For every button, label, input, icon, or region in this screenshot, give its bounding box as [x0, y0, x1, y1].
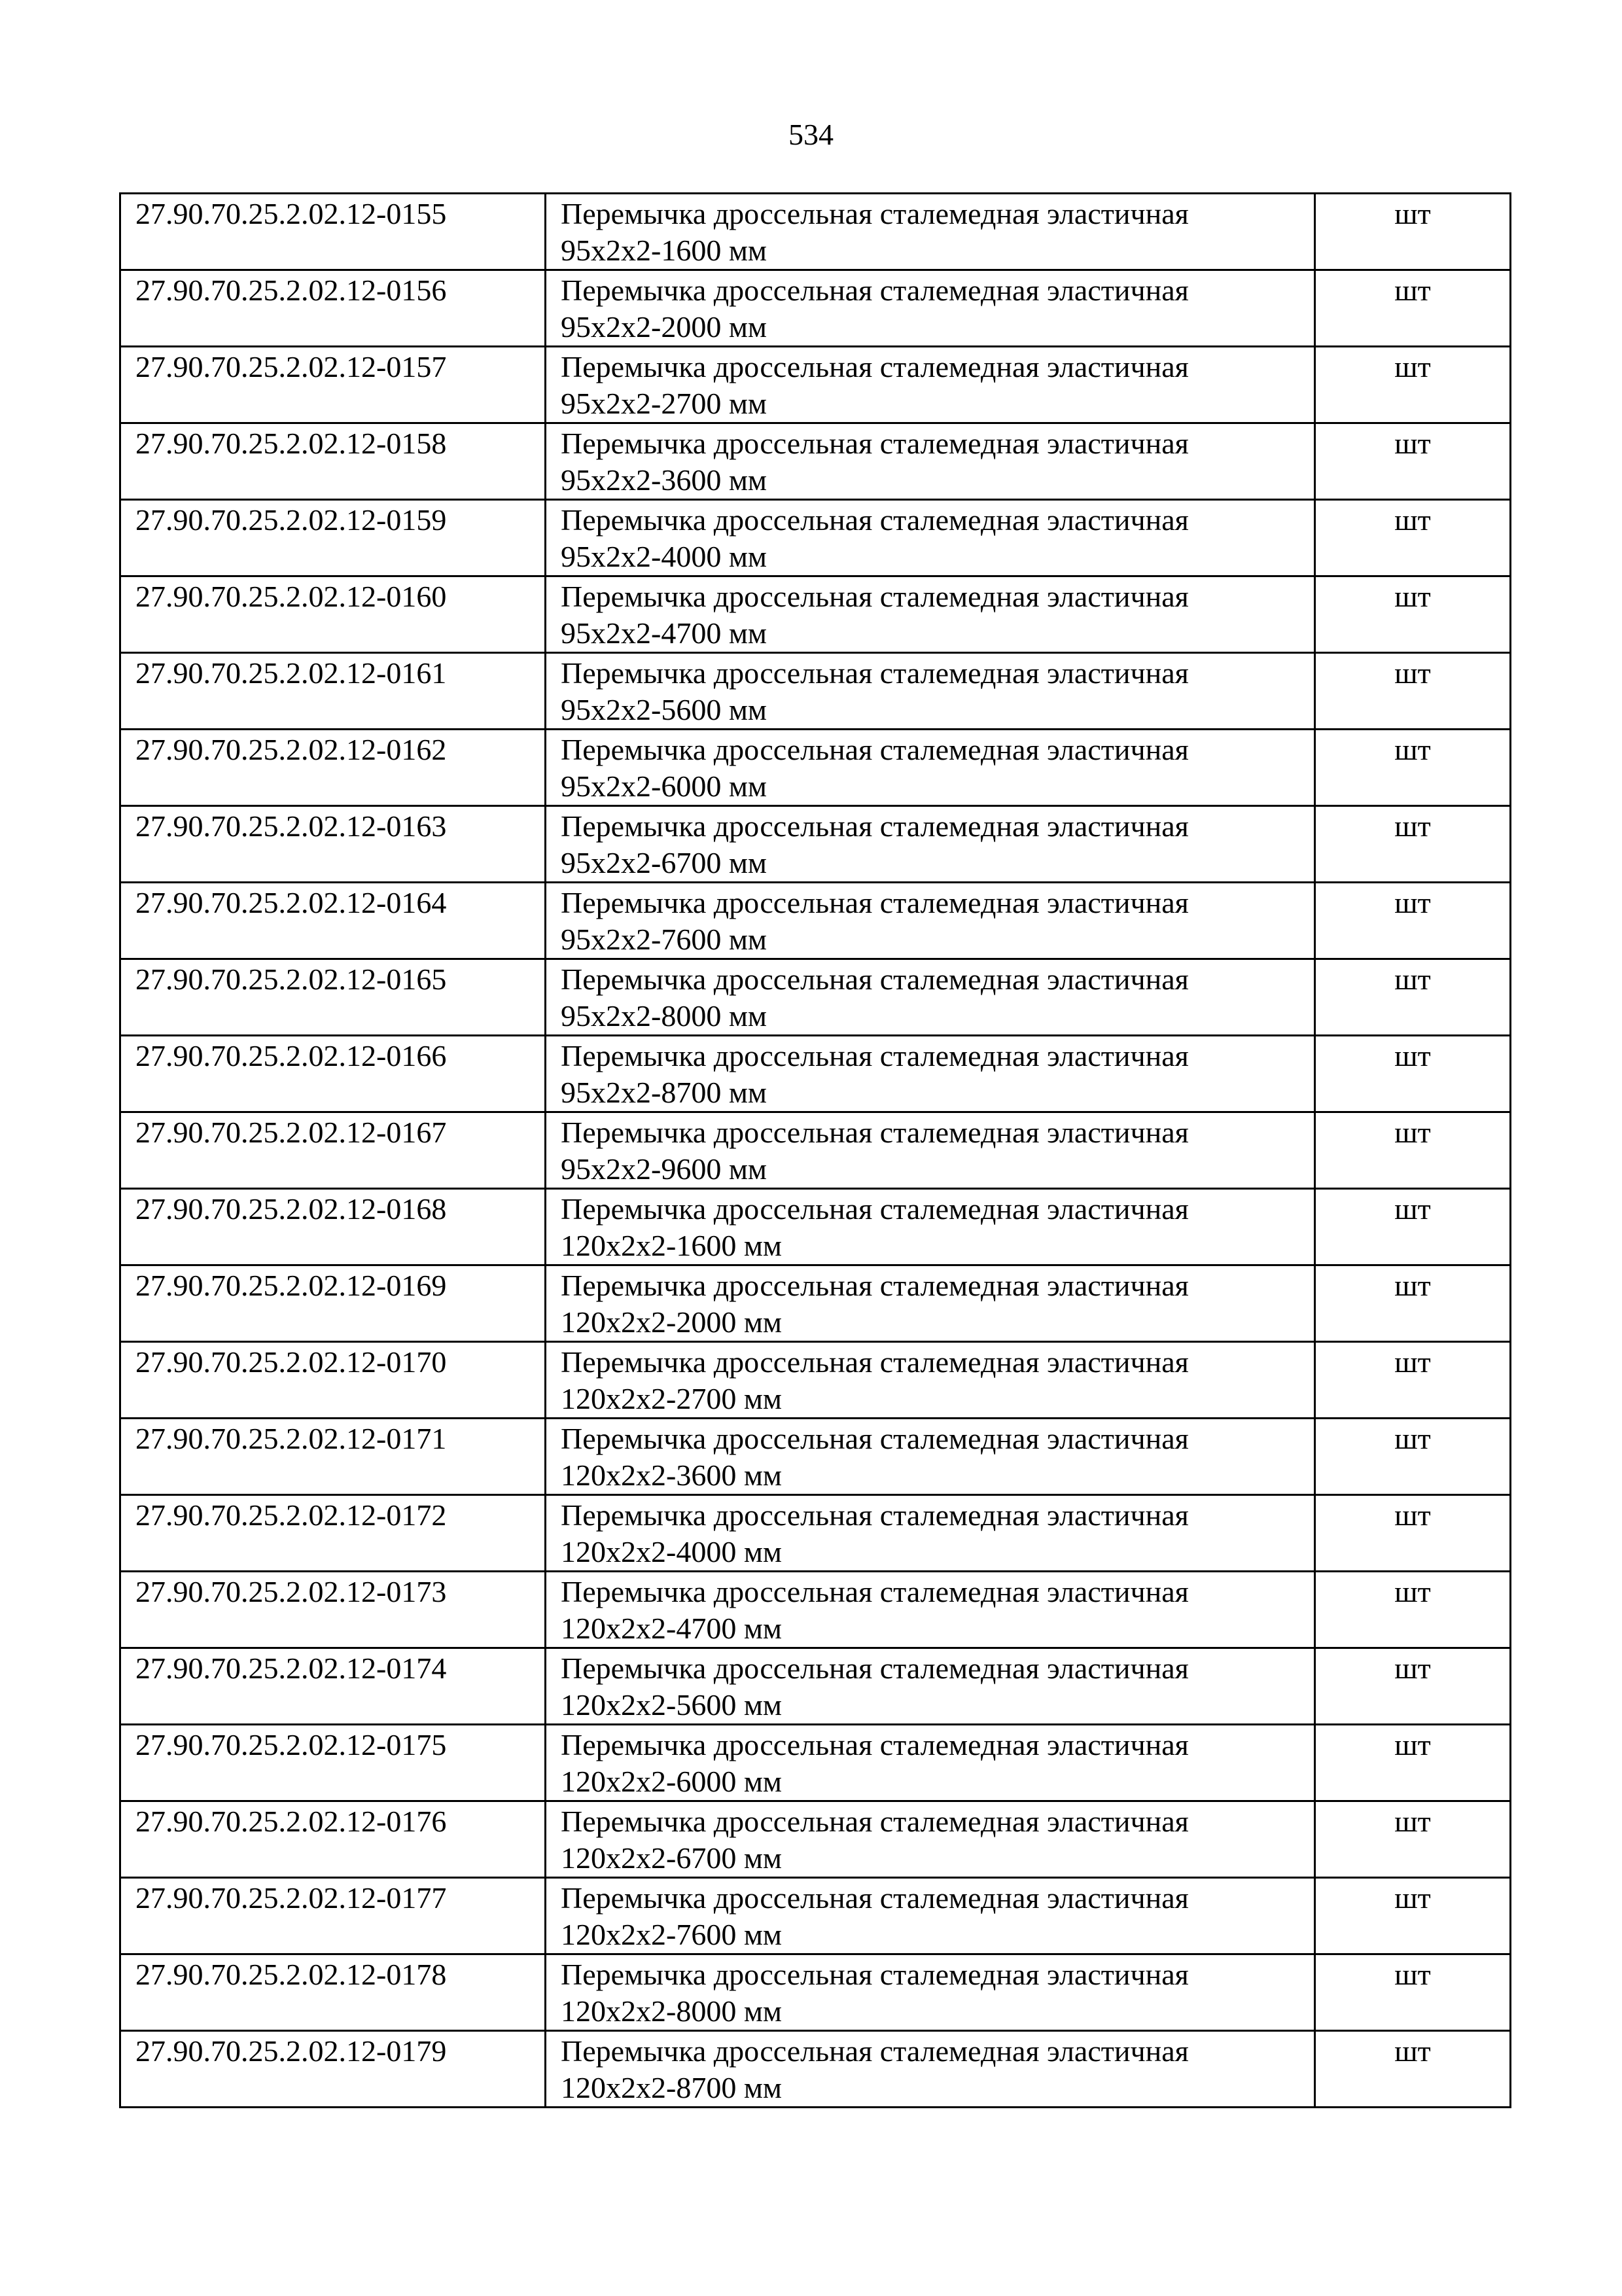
- item-name-cell: [546, 959, 1315, 1036]
- item-name-line-2: 95х2х2-6700 мм: [561, 846, 767, 879]
- item-name-cell: [546, 270, 1315, 347]
- item-code-cell: 27.90.70.25.2.02.12-0157: [120, 347, 546, 423]
- unit-cell: шт: [1315, 1725, 1511, 1801]
- table-row: [120, 1572, 1511, 1648]
- table-row: [120, 806, 1511, 883]
- item-code-cell: 27.90.70.25.2.02.12-0170: [120, 1342, 546, 1419]
- item-name-line-2: 120х2х2-4000 мм: [561, 1535, 783, 1568]
- item-name-cell: [546, 1342, 1315, 1419]
- item-name-line-2: 95х2х2-3600 мм: [561, 463, 767, 497]
- item-name-line-2: 95х2х2-4000 мм: [561, 540, 767, 573]
- item-name-cell: [546, 1954, 1315, 2031]
- item-name-cell: [546, 194, 1315, 270]
- item-name-line-1: Перемычка дроссельная сталемедная эластичная: [561, 274, 1189, 307]
- item-code-cell: 27.90.70.25.2.02.12-0162: [120, 730, 546, 806]
- unit-cell: шт: [1315, 1342, 1511, 1419]
- item-name-line-1: Перемычка дроссельная сталемедная эластичная: [561, 809, 1189, 843]
- item-name-cell: [546, 1495, 1315, 1572]
- item-name-line-2: 120х2х2-3600 мм: [561, 1458, 783, 1492]
- item-code-cell: 27.90.70.25.2.02.12-0168: [120, 1189, 546, 1265]
- item-code-cell: 27.90.70.25.2.02.12-0176: [120, 1801, 546, 1878]
- item-name-cell: [546, 347, 1315, 423]
- table-row: [120, 423, 1511, 500]
- item-name-line-2: 95х2х2-2000 мм: [561, 310, 767, 344]
- item-name-line-1: Перемычка дроссельная сталемедная эластичная: [561, 1345, 1189, 1379]
- item-name-line-1: Перемычка дроссельная сталемедная эластичная: [561, 1651, 1189, 1685]
- item-name-cell: [546, 500, 1315, 576]
- item-name-line-1: Перемычка дроссельная сталемедная эластичная: [561, 2034, 1189, 2068]
- item-code-cell: 27.90.70.25.2.02.12-0175: [120, 1725, 546, 1801]
- item-name-line-2: 95х2х2-1600 мм: [561, 234, 767, 267]
- table-row: [120, 730, 1511, 806]
- item-name-cell: [546, 576, 1315, 653]
- item-name-line-1: Перемычка дроссельная сталемедная эластичная: [561, 580, 1189, 613]
- unit-cell: шт: [1315, 1189, 1511, 1265]
- unit-cell: шт: [1315, 959, 1511, 1036]
- unit-cell: шт: [1315, 2031, 1511, 2108]
- item-name-line-2: 95х2х2-6000 мм: [561, 769, 767, 803]
- item-name-line-1: Перемычка дроссельная сталемедная эластичная: [561, 350, 1189, 383]
- item-name-cell: [546, 1265, 1315, 1342]
- table-row: [120, 1265, 1511, 1342]
- unit-cell: шт: [1315, 653, 1511, 730]
- item-code-cell: 27.90.70.25.2.02.12-0165: [120, 959, 546, 1036]
- item-name-line-2: 95х2х2-4700 мм: [561, 616, 767, 650]
- unit-cell: шт: [1315, 270, 1511, 347]
- item-name-cell: [546, 1189, 1315, 1265]
- item-code-cell: 27.90.70.25.2.02.12-0156: [120, 270, 546, 347]
- table-row: [120, 1342, 1511, 1419]
- unit-cell: шт: [1315, 1265, 1511, 1342]
- item-name-line-2: 95х2х2-8700 мм: [561, 1076, 767, 1109]
- unit-cell: шт: [1315, 1878, 1511, 1954]
- unit-cell: шт: [1315, 1495, 1511, 1572]
- item-name-line-1: Перемычка дроссельная сталемедная эластичная: [561, 656, 1189, 690]
- table-row: [120, 270, 1511, 347]
- item-name-line-1: Перемычка дроссельная сталемедная эластичная: [561, 1881, 1189, 1915]
- item-name-line-1: Перемычка дроссельная сталемедная эластичная: [561, 963, 1189, 996]
- table-row: [120, 883, 1511, 959]
- table-row: [120, 1725, 1511, 1801]
- item-name-cell: [546, 1648, 1315, 1725]
- item-name-line-2: 95х2х2-5600 мм: [561, 693, 767, 726]
- item-code-cell: 27.90.70.25.2.02.12-0163: [120, 806, 546, 883]
- table-body: [120, 194, 1511, 2108]
- table-row: [120, 1648, 1511, 1725]
- unit-cell: шт: [1315, 1572, 1511, 1648]
- unit-cell: шт: [1315, 1954, 1511, 2031]
- item-name-line-1: Перемычка дроссельная сталемедная эластичная: [561, 1269, 1189, 1302]
- item-code-cell: 27.90.70.25.2.02.12-0172: [120, 1495, 546, 1572]
- table-row: [120, 500, 1511, 576]
- item-name-line-2: 120х2х2-6700 мм: [561, 1841, 783, 1875]
- item-name-line-2: 95х2х2-8000 мм: [561, 999, 767, 1033]
- item-name-line-1: Перемычка дроссельная сталемедная эластичная: [561, 1192, 1189, 1226]
- item-code-cell: 27.90.70.25.2.02.12-0169: [120, 1265, 546, 1342]
- item-code-cell: 27.90.70.25.2.02.12-0167: [120, 1112, 546, 1189]
- item-code-cell: 27.90.70.25.2.02.12-0155: [120, 194, 546, 270]
- item-name-cell: [546, 730, 1315, 806]
- item-code-cell: 27.90.70.25.2.02.12-0158: [120, 423, 546, 500]
- table-row: [120, 653, 1511, 730]
- item-code-cell: 27.90.70.25.2.02.12-0166: [120, 1036, 546, 1112]
- item-name-line-2: 120х2х2-8000 мм: [561, 1994, 783, 2028]
- item-name-cell: [546, 1419, 1315, 1495]
- unit-cell: шт: [1315, 1801, 1511, 1878]
- table-row: [120, 2031, 1511, 2108]
- unit-cell: шт: [1315, 347, 1511, 423]
- item-name-line-1: Перемычка дроссельная сталемедная эластичная: [561, 1958, 1189, 1991]
- materials-table: [119, 192, 1511, 2108]
- item-name-line-1: Перемычка дроссельная сталемедная эластичная: [561, 1116, 1189, 1149]
- item-name-line-1: Перемычка дроссельная сталемедная эластичная: [561, 1728, 1189, 1761]
- item-name-cell: [546, 1572, 1315, 1648]
- item-name-line-1: Перемычка дроссельная сталемедная эластичная: [561, 1498, 1189, 1532]
- item-code-cell: 27.90.70.25.2.02.12-0174: [120, 1648, 546, 1725]
- table-row: [120, 194, 1511, 270]
- item-name-line-1: Перемычка дроссельная сталемедная эластичная: [561, 1805, 1189, 1838]
- item-name-cell: [546, 653, 1315, 730]
- unit-cell: шт: [1315, 576, 1511, 653]
- item-name-line-2: 120х2х2-4700 мм: [561, 1612, 783, 1645]
- unit-cell: шт: [1315, 194, 1511, 270]
- item-name-cell: [546, 423, 1315, 500]
- table-row: [120, 1112, 1511, 1189]
- unit-cell: шт: [1315, 1036, 1511, 1112]
- unit-cell: шт: [1315, 1648, 1511, 1725]
- item-name-cell: [546, 1725, 1315, 1801]
- item-code-cell: 27.90.70.25.2.02.12-0164: [120, 883, 546, 959]
- item-code-cell: 27.90.70.25.2.02.12-0177: [120, 1878, 546, 1954]
- item-name-line-1: Перемычка дроссельная сталемедная эластичная: [561, 1422, 1189, 1455]
- item-name-line-2: 95х2х2-2700 мм: [561, 387, 767, 420]
- item-name-line-1: Перемычка дроссельная сталемедная эластичная: [561, 733, 1189, 766]
- table-row: [120, 576, 1511, 653]
- item-name-line-1: Перемычка дроссельная сталемедная эластичная: [561, 503, 1189, 537]
- table-row: [120, 1495, 1511, 1572]
- item-name-cell: [546, 1036, 1315, 1112]
- item-code-cell: 27.90.70.25.2.02.12-0159: [120, 500, 546, 576]
- item-name-cell: [546, 1112, 1315, 1189]
- item-name-line-1: Перемычка дроссельная сталемедная эластичная: [561, 1575, 1189, 1608]
- item-name-line-2: 120х2х2-2700 мм: [561, 1382, 783, 1415]
- item-name-line-2: 120х2х2-1600 мм: [561, 1229, 783, 1262]
- table-row: [120, 959, 1511, 1036]
- unit-cell: шт: [1315, 730, 1511, 806]
- item-name-line-2: 120х2х2-6000 мм: [561, 1765, 783, 1798]
- item-name-cell: [546, 806, 1315, 883]
- item-name-cell: [546, 1801, 1315, 1878]
- item-name-cell: [546, 1878, 1315, 1954]
- item-name-line-2: 95х2х2-9600 мм: [561, 1152, 767, 1186]
- item-name-line-2: 120х2х2-5600 мм: [561, 1688, 783, 1722]
- table-row: [120, 1419, 1511, 1495]
- unit-cell: шт: [1315, 1112, 1511, 1189]
- page-number: 534: [788, 118, 834, 151]
- item-name-line-1: Перемычка дроссельная сталемедная эластичная: [561, 886, 1189, 919]
- table-row: [120, 1189, 1511, 1265]
- table-row: [120, 1036, 1511, 1112]
- unit-cell: шт: [1315, 500, 1511, 576]
- table-row: [120, 1878, 1511, 1954]
- item-name-line-2: 95х2х2-7600 мм: [561, 923, 767, 956]
- item-name-line-1: Перемычка дроссельная сталемедная эластичная: [561, 1039, 1189, 1072]
- table-row: [120, 1801, 1511, 1878]
- unit-cell: шт: [1315, 1419, 1511, 1495]
- item-code-cell: 27.90.70.25.2.02.12-0161: [120, 653, 546, 730]
- unit-cell: шт: [1315, 806, 1511, 883]
- item-code-cell: 27.90.70.25.2.02.12-0179: [120, 2031, 546, 2108]
- unit-cell: шт: [1315, 883, 1511, 959]
- unit-cell: шт: [1315, 423, 1511, 500]
- item-name-cell: [546, 883, 1315, 959]
- item-name-line-2: 120х2х2-2000 мм: [561, 1305, 783, 1339]
- item-name-line-1: Перемычка дроссельная сталемедная эластичная: [561, 427, 1189, 460]
- item-name-cell: [546, 2031, 1315, 2108]
- item-code-cell: 27.90.70.25.2.02.12-0171: [120, 1419, 546, 1495]
- table-row: [120, 347, 1511, 423]
- item-code-cell: 27.90.70.25.2.02.12-0160: [120, 576, 546, 653]
- item-name-line-2: 120х2х2-7600 мм: [561, 1918, 783, 1951]
- item-name-line-2: 120х2х2-8700 мм: [561, 2071, 783, 2104]
- table-row: [120, 1954, 1511, 2031]
- item-code-cell: 27.90.70.25.2.02.12-0173: [120, 1572, 546, 1648]
- item-code-cell: 27.90.70.25.2.02.12-0178: [120, 1954, 546, 2031]
- item-name-line-1: Перемычка дроссельная сталемедная эластичная: [561, 197, 1189, 230]
